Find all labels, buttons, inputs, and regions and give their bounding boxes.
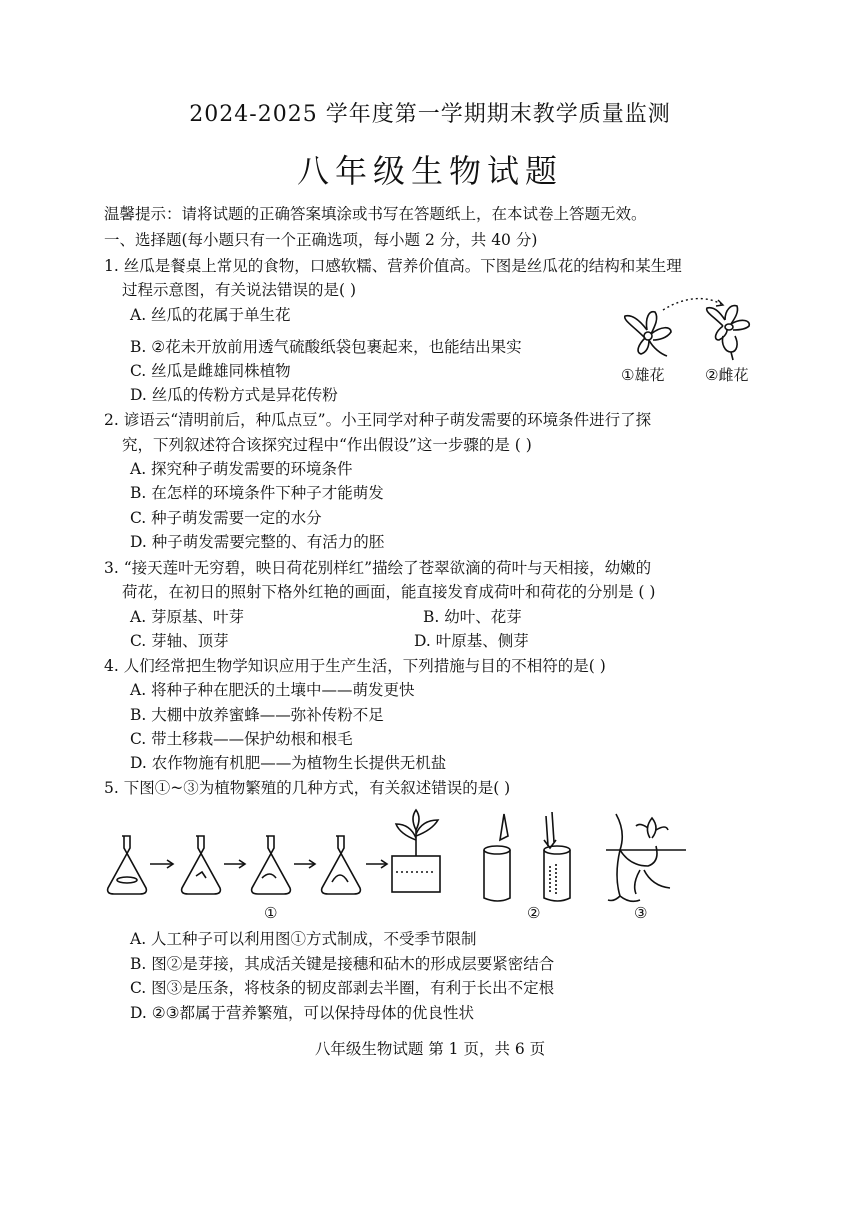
- paper-title: 八年级生物试题: [296, 152, 563, 190]
- exam-title: 2024-2025 学年度第一学期期末教学质量监测: [189, 102, 671, 127]
- q3-stem-line1: 3. “接天莲叶无穷碧，映日荷花别样红”描绘了苍翠欲滴的荷叶与天相接，幼嫩的: [104, 559, 652, 577]
- figure-label-1: ①: [264, 904, 278, 922]
- q5-option-d: D. ②③都属于营养繁殖，可以保持母体的优良性状: [130, 1004, 475, 1022]
- q1-stem-line2: 过程示意图，有关说法错误的是( ): [122, 281, 357, 299]
- q5-option-b: B. 图②是芽接，其成活关键是接穗和砧木的形成层要紧密结合: [130, 955, 555, 973]
- q2-stem-line1: 2. 谚语云“清明前后，种瓜点豆”。小王同学对种子萌发需要的环境条件进行了探: [104, 411, 652, 429]
- q1-flower-figure: [615, 296, 765, 388]
- grafting-drawing: [484, 812, 570, 901]
- q5-option-c: C. 图③是压条，将枝条的韧皮部剥去半圈，有利于长出不定根: [130, 979, 555, 997]
- q4-option-c: C. 带土移栽——保护幼根和根毛: [130, 730, 353, 748]
- male-flower-label: ①雄花: [621, 366, 665, 384]
- q1-option-c: C. 丝瓜是雌雄同株植物: [130, 362, 291, 380]
- figure-label-3: ③: [634, 904, 648, 922]
- q4-option-d: D. 农作物施有机肥——为植物生长提供无机盐: [130, 754, 447, 772]
- q3-option-c: C. 芽轴、顶芽: [130, 632, 229, 650]
- q3-option-b: B. 幼叶、花芽: [423, 608, 522, 626]
- male-flower-drawing: [625, 312, 671, 356]
- q2-option-a: A. 探究种子萌发需要的环境条件: [130, 460, 353, 478]
- notice: 温馨提示：请将试题的正确答案填涂或书写在答题纸上，在本试卷上答题无效。: [104, 205, 647, 223]
- q1-option-a: A. 丝瓜的花属于单生花: [130, 306, 291, 324]
- q4-stem-line1: 4. 人们经常把生物学知识应用于生产生活，下列措施与目的不相符的是( ): [104, 657, 606, 675]
- q5-stem-line1: 5. 下图①~③为植物繁殖的几种方式，有关叙述错误的是( ): [104, 779, 511, 797]
- q3-option-d: D. 叶原基、侧芽: [414, 632, 529, 650]
- q1-stem-line1: 1. 丝瓜是餐桌上常见的食物，口感软糯、营养价值高。下图是丝瓜花的结构和某生理: [104, 257, 682, 275]
- q4-option-a: A. 将种子种在肥沃的土壤中——萌发更快: [130, 681, 415, 699]
- q3-stem-line2: 荷花，在初日的照射下格外红艳的画面，能直接发育成荷叶和荷花的分别是 ( ): [122, 583, 656, 601]
- q5-propagation-figure: [100, 806, 700, 926]
- page-footer: 八年级生物试题 第 1 页，共 6 页: [314, 1040, 546, 1058]
- tissue-culture-flasks: [108, 836, 387, 894]
- potted-seedling: [392, 810, 440, 892]
- q1-option-d: D. 丝瓜的传粉方式是异花传粉: [130, 386, 338, 404]
- q2-stem-line2: 究，下列叙述符合该探究过程中“作出假设”这一步骤的是 ( ): [122, 436, 532, 454]
- q1-option-b: B. ②花未开放前用透气硫酸纸袋包裹起来，也能结出果实: [130, 338, 522, 356]
- section-heading: 一、选择题(每小题只有一个正确选项，每小题 2 分，共 40 分): [104, 231, 538, 249]
- q2-option-c: C. 种子萌发需要一定的水分: [130, 509, 322, 527]
- q4-option-b: B. 大棚中放养蜜蜂——弥补传粉不足: [130, 706, 384, 724]
- layering-drawing: [606, 814, 686, 901]
- q2-option-d: D. 种子萌发需要完整的、有活力的胚: [130, 533, 385, 551]
- female-flower-label: ②雌花: [705, 366, 749, 384]
- q2-option-b: B. 在怎样的环境条件下种子才能萌发: [130, 484, 384, 502]
- q5-option-a: A. 人工种子可以利用图①方式制成，不受季节限制: [130, 930, 477, 948]
- female-flower-drawing: [707, 306, 750, 360]
- q3-option-a: A. 芽原基、叶芽: [130, 608, 245, 626]
- figure-label-2: ②: [527, 904, 541, 922]
